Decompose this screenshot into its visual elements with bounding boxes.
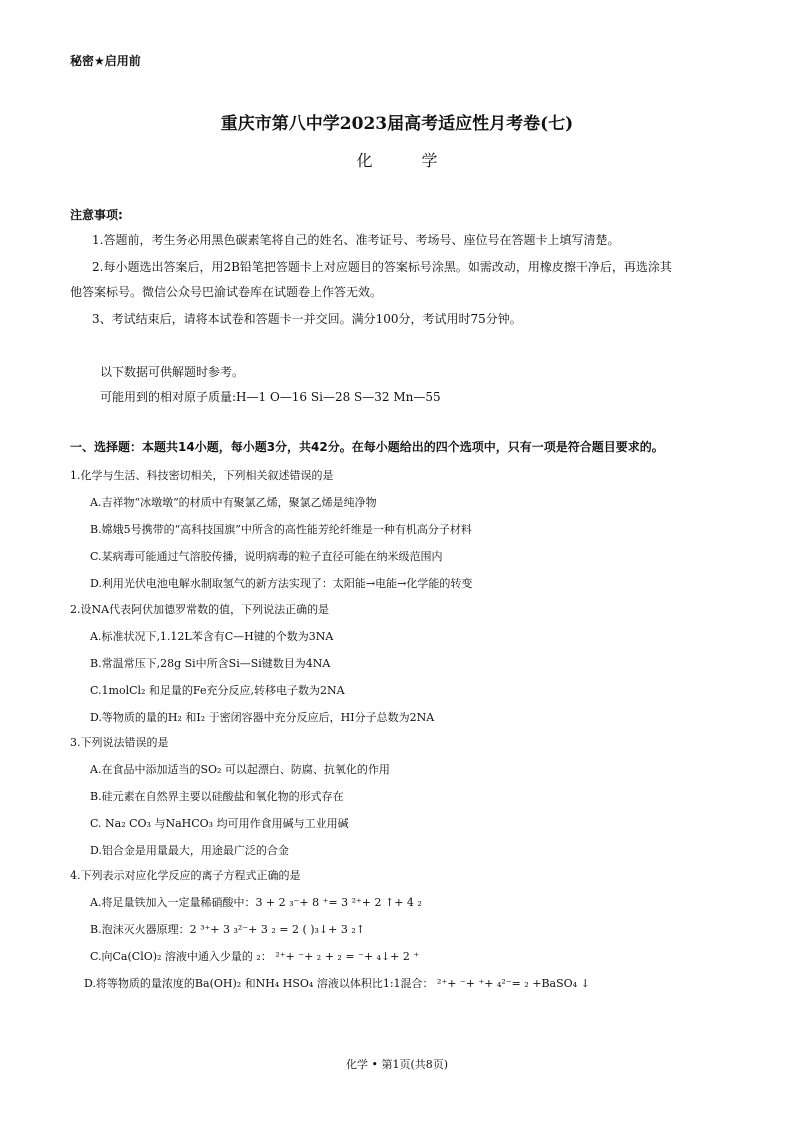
question-option: B.泡沫灭火器原理：2 ³⁺+ 3 ₃²⁻+ 3 ₂ = 2 ( )₃↓+ 3 ₂↑ (90, 923, 365, 936)
question-option: A.在食品中添加适当的SO₂ 可以起漂白、防腐、抗氧化的作用 (90, 763, 390, 776)
notice-item-2-cont: 他答案标号。微信公众号巴渝试卷库在试题卷上作答无效。 (70, 285, 383, 299)
question-option: D.将等物质的量浓度的Ba(OH)₂ 和NH₄ HSO₄ 溶液以体积比1:1混合： ²⁺+ ⁻+ ⁺+ ₄²⁻= ₂ +BaSO₄ ↓ (84, 977, 590, 990)
notice-heading: 注意事项: (70, 208, 123, 222)
section-heading: 一、选择题：本题共14小题，每小题3分，共42分。在每小题给出的四个选项中，只有一项是符合题目要求的。 (70, 440, 664, 454)
question-option: C.向Ca(ClO)₂ 溶液中通入少量的 ₂： ²⁺+ ⁻+ ₂ + ₂ = ⁻+ ₄↓+ 2 ⁺ (90, 950, 420, 963)
exam-title: 重庆市第八中学2023届高考适应性月考卷(七) (220, 114, 574, 134)
notice-item-1: 1.答题前，考生务必用黑色碳素笔将自己的姓名、准考证号、考场号、座位号在答题卡上填写清楚。 (92, 233, 620, 247)
question-option: A.吉祥物“冰墩墩”的材质中有聚氯乙烯，聚氯乙烯是纯净物 (90, 496, 377, 509)
subject-title: 化 学 (356, 151, 460, 170)
question-option: C.某病毒可能通过气溶胶传播，说明病毒的粒子直径可能在纳米级范围内 (90, 550, 443, 563)
question-stem: 1.化学与生活、科技密切相关，下列相关叙述错误的是 (70, 469, 334, 482)
question-stem: 3.下列说法错误的是 (70, 736, 169, 749)
question-option: D.利用光伏电池电解水制取氢气的新方法实现了：太阳能→电能→化学能的转变 (90, 577, 473, 590)
atomic-masses: 可能用到的相对原子质量:H—1 O—16 Si—28 S—32 Mn—55 (100, 390, 441, 404)
notice-item-3: 3、考试结束后，请将本试卷和答题卡一并交回。满分100分，考试用时75分钟。 (92, 312, 522, 326)
question-option: B.常温常压下,28g Si中所含Si—Si键数目为4NA (90, 657, 331, 670)
question-stem: 4.下列表示对应化学反应的离子方程式正确的是 (70, 869, 301, 882)
secret-label: 秘密★启用前 (70, 54, 141, 68)
question-option: A.将足量铁加入一定量稀硝酸中：3 + 2 ₃⁻+ 8 ⁺= 3 ²⁺+ 2 ↑+ 4 ₂ (90, 896, 422, 909)
reference-intro: 以下数据可供解题时参考。 (100, 365, 245, 379)
question-option: D.铝合金是用量最大，用途最广泛的合金 (90, 844, 289, 857)
notice-item-2: 2.每小题选出答案后，用2B铅笔把答题卡上对应题目的答案标号涂黑。如需改动，用橡皮擦干净后，再选涂其 (92, 260, 672, 274)
question-option: C.1molCl₂ 和足量的Fe充分反应,转移电子数为2NA (90, 684, 345, 697)
question-option: A.标准状况下,1.12L苯含有C—H键的个数为3NA (90, 630, 334, 643)
question-stem: 2.设NA代表阿伏加德罗常数的值，下列说法正确的是 (70, 603, 330, 616)
question-option: D.等物质的量的H₂ 和I₂ 于密闭容器中充分反应后，HI分子总数为2NA (90, 711, 435, 724)
question-option: B.嫦娥5号携带的“高科技国旗”中所含的高性能芳纶纤维是一种有机高分子材料 (90, 523, 472, 536)
question-option: B.硅元素在自然界主要以硅酸盐和氧化物的形式存在 (90, 790, 344, 803)
page-footer: 化学 • 第1页(共8页) (345, 1058, 449, 1071)
question-option: C. Na₂ CO₃ 与NaHCO₃ 均可用作食用碱与工业用碱 (90, 817, 349, 830)
